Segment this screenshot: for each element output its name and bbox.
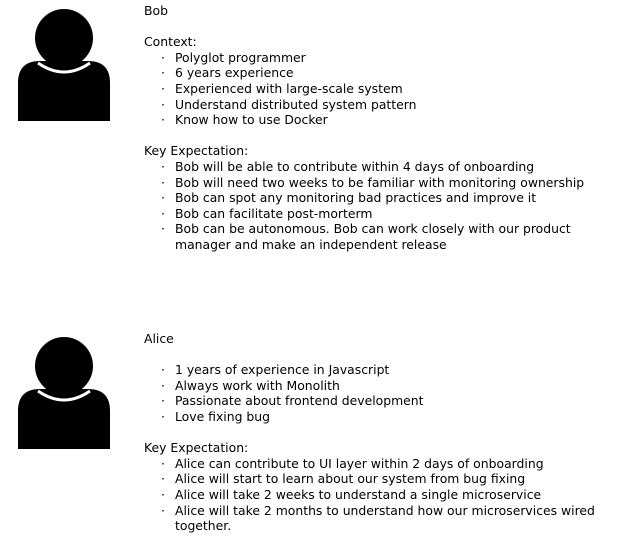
list-item: · 6 years experience xyxy=(144,65,630,81)
list-item: · Experienced with large-scale system xyxy=(144,81,630,97)
list-item: · Understand distributed system pattern xyxy=(144,97,630,113)
persona-name: Alice xyxy=(144,331,174,346)
persona-name: Bob xyxy=(144,3,168,18)
context-list xyxy=(144,362,630,424)
expectation-list xyxy=(144,456,630,534)
persona-details xyxy=(144,331,630,534)
user-silhouette-icon xyxy=(16,9,112,121)
spacer xyxy=(144,19,630,35)
list-item: · Know how to use Docker xyxy=(144,112,630,128)
spacer xyxy=(144,425,630,441)
user-silhouette-icon xyxy=(16,337,112,449)
list-item: · Alice can contribute to UI layer within 2 days of onboarding xyxy=(144,456,630,472)
list-item: · Love fixing bug xyxy=(144,409,630,425)
spacer xyxy=(144,347,630,363)
list-item: · Always work with Monolith xyxy=(144,378,630,394)
list-item: · Polyglot programmer xyxy=(144,50,630,66)
context-heading: Context: xyxy=(144,34,197,50)
persona-details xyxy=(144,3,630,253)
expectation-heading: Key Expectation: xyxy=(144,143,249,159)
spacer xyxy=(144,128,630,144)
persona-alice xyxy=(0,328,633,538)
list-item: · Bob will need two weeks to be familiar with monitoring ownership xyxy=(144,175,630,191)
list-item: · Bob can be autonomous. Bob can work closely with our product manager and make an independent release xyxy=(144,221,630,252)
list-item: · 1 years of experience in Javascript xyxy=(144,362,630,378)
list-item: · Passionate about frontend development xyxy=(144,393,630,409)
list-item: · Alice will take 2 weeks to understand a single microservice xyxy=(144,487,630,503)
list-item: · Alice will take 2 months to understand how our microservices wired together. xyxy=(144,503,630,534)
context-list xyxy=(144,50,630,128)
expectation-list xyxy=(144,159,630,253)
expectation-heading: Key Expectation: xyxy=(144,440,249,456)
list-item: · Bob can spot any monitoring bad practices and improve it xyxy=(144,190,630,206)
list-item: · Bob can facilitate post-morterm xyxy=(144,206,630,222)
list-item: · Bob will be able to contribute within 4 days of onboarding xyxy=(144,159,630,175)
list-item: · Alice will start to learn about our system from bug fixing xyxy=(144,471,630,487)
